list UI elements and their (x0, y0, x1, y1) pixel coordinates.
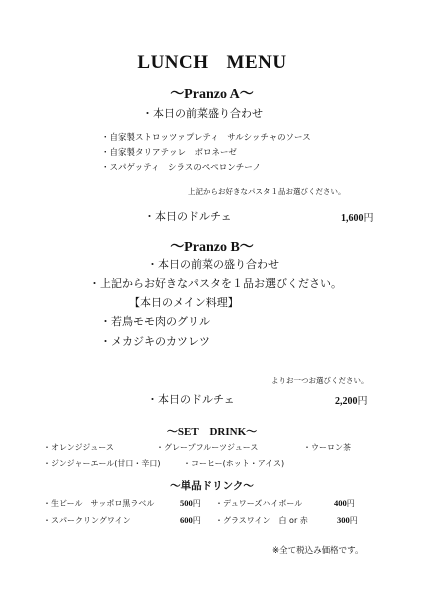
pranzo-a-heading: ～Pranzo A～ (170, 87, 254, 102)
single-drink-sparkling: ・スパークリングワイン (43, 516, 131, 525)
pranzo-b-dolce: ・本日のドルチェ (147, 393, 235, 406)
pranzo-b-main-heading: 【本日のメイン料理】 (129, 296, 239, 309)
menu-title-lunch: LUNCH (137, 52, 209, 73)
set-drink-oolong: ・ウーロン茶 (303, 443, 351, 452)
single-drink-highball-price-unit: 円 (346, 499, 355, 508)
single-drink-glass-wine: ・グラスワイン 白 or 赤 (215, 516, 308, 525)
single-drink-beer: ・生ビール サッポロ黒ラベル (43, 499, 155, 508)
menu-title-menu: MENU (226, 52, 287, 73)
pranzo-b-price-value: 2,200 (335, 396, 358, 407)
pranzo-b-main-note: よりお一つお選びください。 (271, 376, 369, 385)
pranzo-a-price-value: 1,600 (341, 213, 364, 224)
set-drink-coffee: ・コーヒー(ホット・アイス) (183, 459, 285, 468)
single-drink-glass-wine-price (337, 515, 358, 526)
pranzo-b-main-1: ・若鳥モモ肉のグリル (100, 315, 210, 328)
pranzo-a-pasta-2: ・自家製タリアテッレ ボロネーゼ (101, 148, 237, 158)
single-drink-beer-price-value: 500 (180, 498, 193, 508)
single-drink-highball-price (334, 498, 355, 509)
single-drink-glass-wine-price-value: 300 (337, 515, 350, 525)
single-drinks-heading: ～単品ドリンク～ (170, 480, 254, 492)
set-drink-heading: ～SET DRINK～ (166, 426, 258, 438)
single-drink-beer-price-unit: 円 (192, 499, 201, 508)
pranzo-a-antipasto: ・本日の前菜盛り合わせ (142, 107, 263, 120)
set-drink-ginger-ale: ・ジンジャーエール(甘口・辛口) (43, 459, 161, 468)
single-drink-sparkling-price-unit: 円 (192, 516, 201, 525)
menu-title (0, 52, 424, 74)
single-drink-beer-price (180, 498, 201, 509)
single-drink-highball: ・デュワーズハイボール (215, 499, 303, 508)
pranzo-b-heading: ～Pranzo B～ (170, 240, 254, 255)
tax-note: ※全て税込み価格です。 (272, 546, 364, 556)
pranzo-a-pasta-3: ・スパゲッティ シラスのペペロンチーノ (101, 163, 262, 173)
pranzo-b-price-unit: 円 (357, 396, 368, 407)
single-drink-glass-wine-price-unit: 円 (349, 516, 358, 525)
single-drink-sparkling-price (180, 515, 201, 526)
pranzo-a-price (341, 209, 374, 224)
set-drink-grapefruit: ・グレープフルーツジュース (156, 443, 259, 452)
single-drink-sparkling-price-value: 600 (180, 515, 193, 525)
set-drink-orange: ・オレンジジュース (43, 443, 114, 452)
pranzo-b-main-2: ・メカジキのカツレツ (100, 335, 210, 348)
pranzo-b-price (335, 392, 368, 407)
pranzo-b-pasta-line: ・上記からお好きなパスタを１品お選びください。 (89, 277, 342, 290)
single-drink-highball-price-value: 400 (334, 498, 347, 508)
pranzo-a-price-unit: 円 (363, 213, 374, 224)
pranzo-a-pasta-1: ・自家製ストロッツァプレティ サルシッチャのソース (101, 133, 311, 143)
pranzo-a-dolce: ・本日のドルチェ (144, 210, 232, 223)
pranzo-a-pasta-note: 上記からお好きなパスタ１品お選びください。 (188, 187, 346, 196)
pranzo-b-antipasto: ・本日の前菜の盛り合わせ (147, 258, 279, 271)
